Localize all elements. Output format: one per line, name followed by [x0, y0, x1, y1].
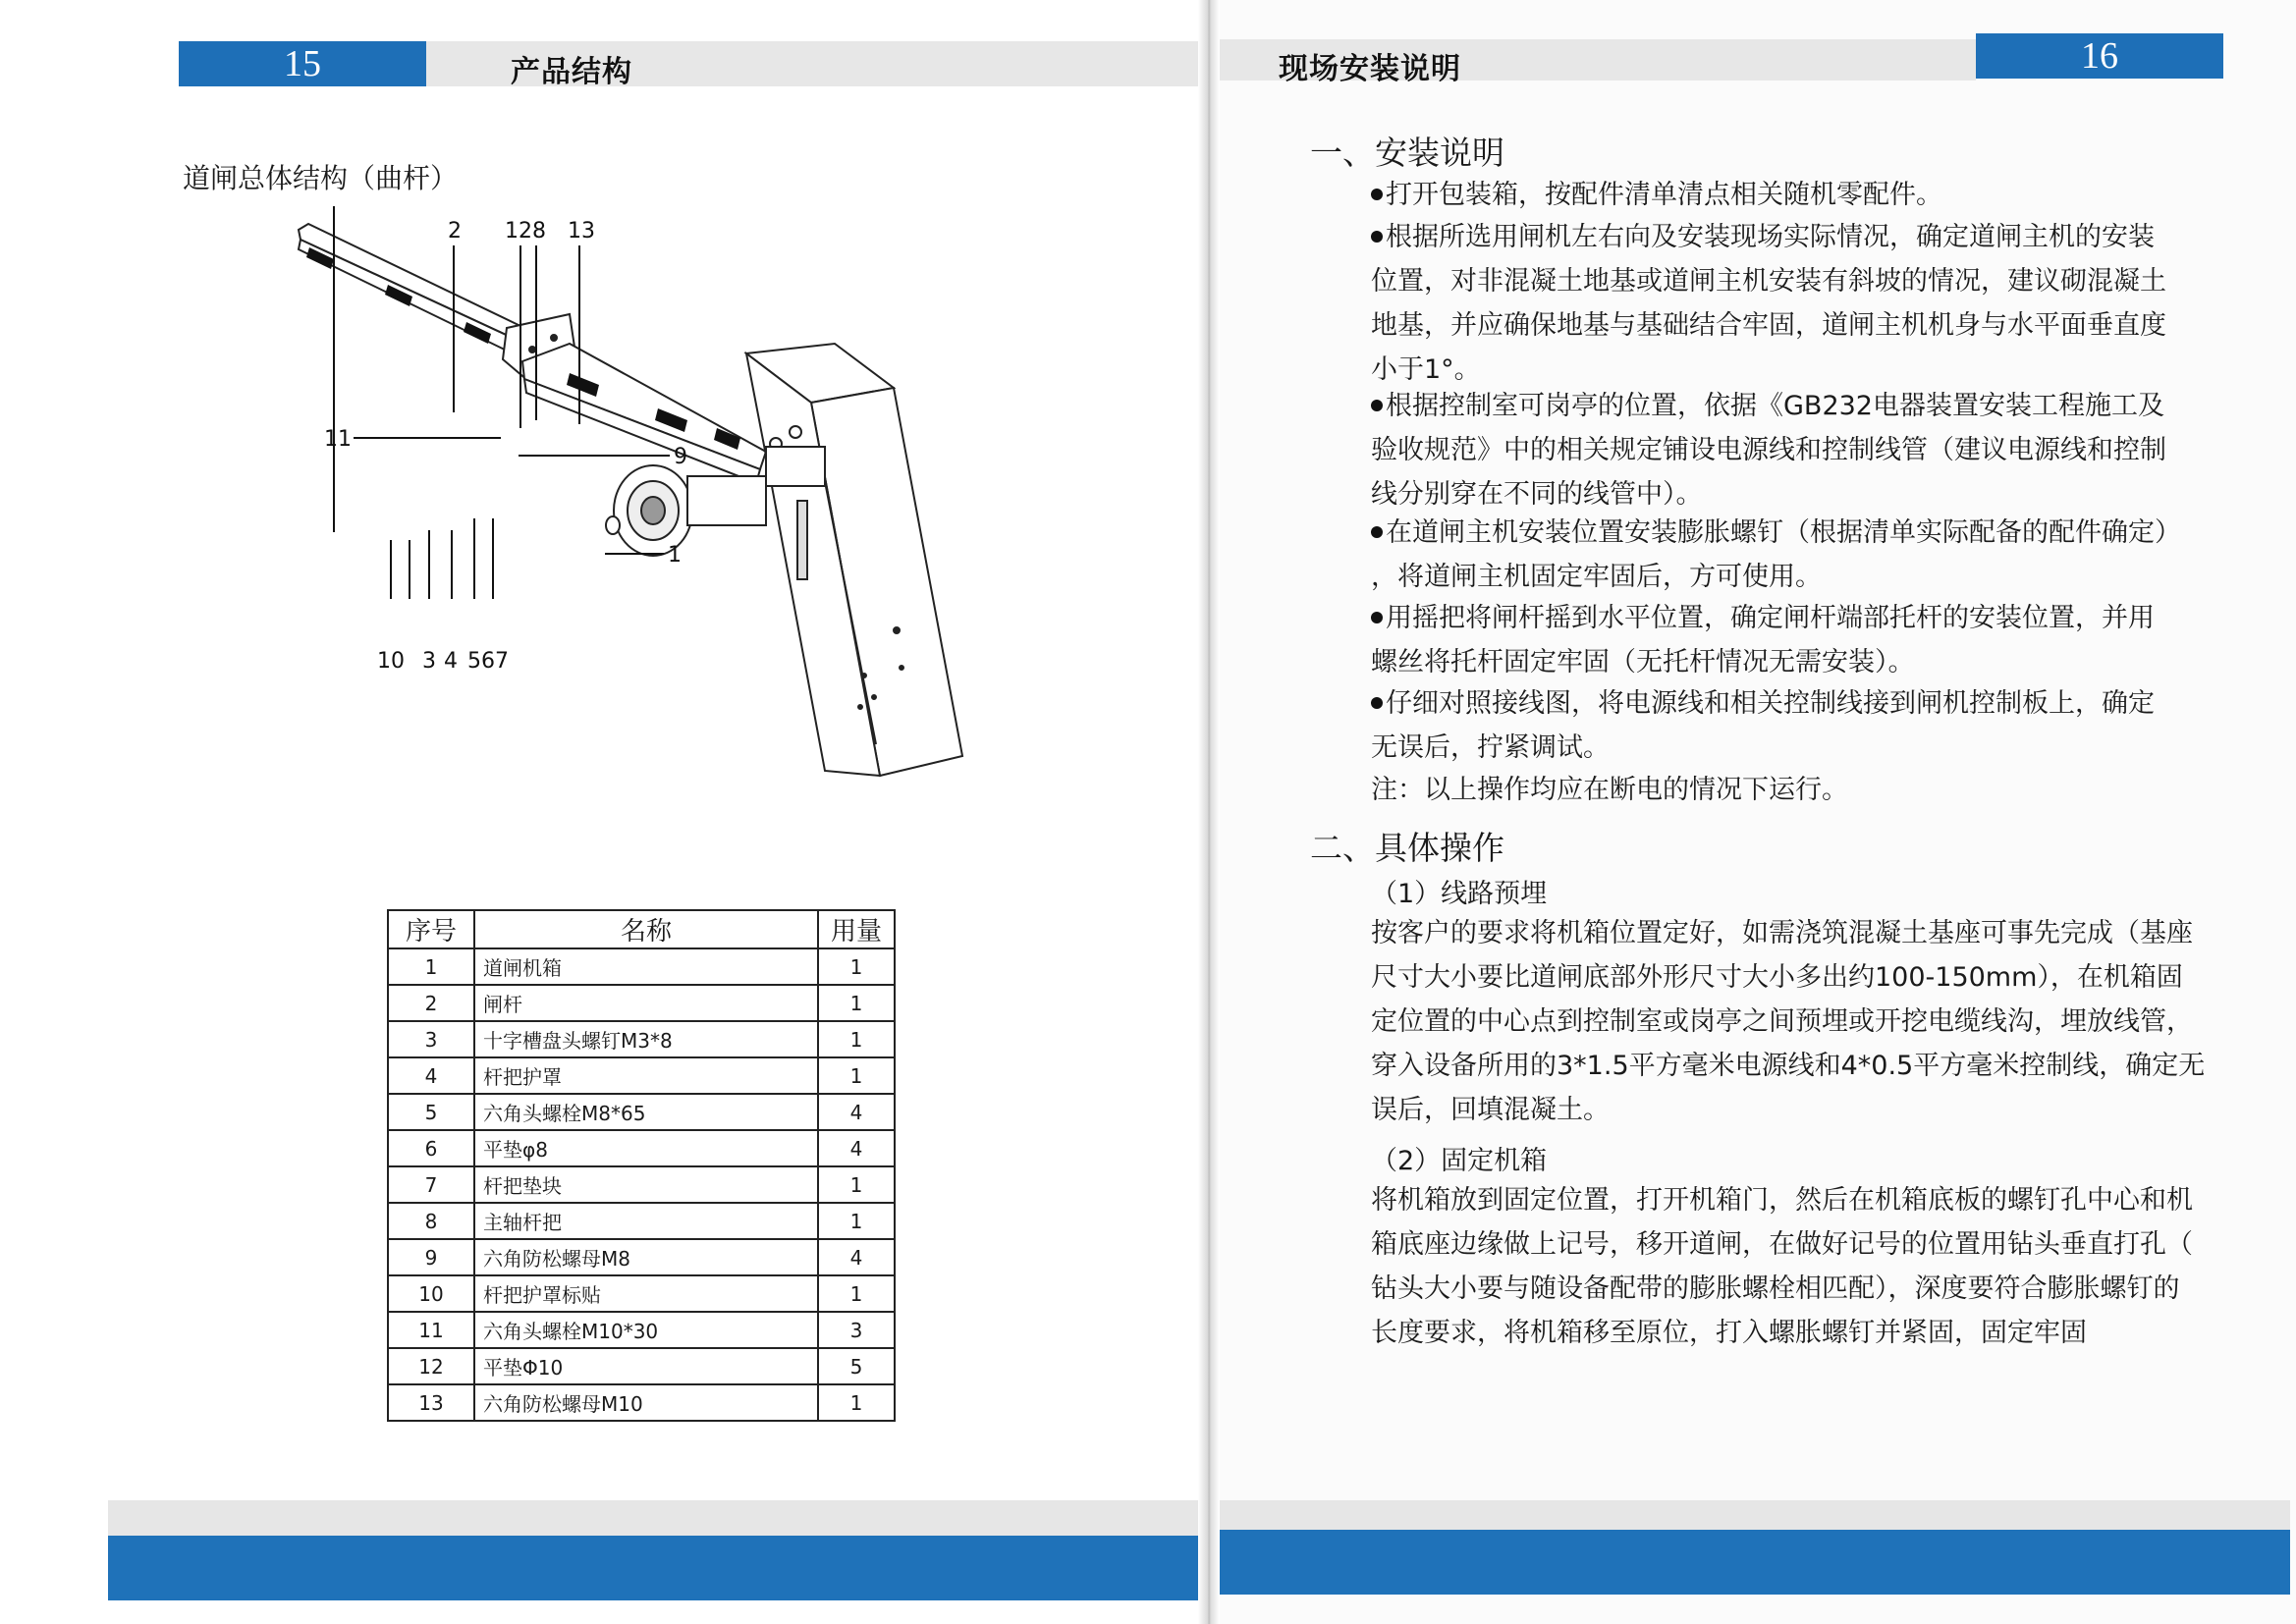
cell-name: 六角头螺栓M8*65: [474, 1094, 818, 1130]
note: 注：以上操作均应在断电的情况下运行。: [1371, 775, 1848, 805]
cell-no: 8: [388, 1203, 474, 1239]
callout-9: 9: [674, 445, 687, 469]
right-header-title: 现场安装说明: [1279, 52, 1461, 86]
callout-5: 5: [467, 649, 481, 674]
para-line: 将机箱放到固定位置，打开机箱门，然后在机箱底板的螺钉孔中心和机: [1371, 1185, 2193, 1216]
para-line: 误后，回填混凝土。: [1371, 1095, 1610, 1125]
cell-qty: 1: [818, 1057, 895, 1094]
bullet-line: 根据控制室可岗亭的位置，依据《GB232电器装置安装工程施工及: [1386, 391, 2164, 421]
table-row: [388, 1094, 895, 1130]
bullet-line: 线分别穿在不同的线管中）。: [1371, 479, 1703, 510]
cell-qty: 1: [818, 1275, 895, 1312]
cell-no: 6: [388, 1130, 474, 1166]
bullet-dot: [1371, 612, 1383, 623]
cell-qty: 4: [818, 1094, 895, 1130]
cell-no: 1: [388, 948, 474, 985]
cell-qty: 1: [818, 985, 895, 1021]
bullet-line: 小于1°。: [1371, 354, 1481, 385]
sub2-paragraph: [1371, 1178, 2225, 1355]
para-line: 穿入设备所用的3*1.5平方毫米电源线和4*0.5平方毫米控制线，确定无: [1371, 1051, 2206, 1081]
table-row: [388, 1239, 895, 1275]
callout-13: 13: [568, 219, 595, 244]
bullet-item: [1371, 173, 2235, 217]
cell-no: 12: [388, 1348, 474, 1384]
para-line: 尺寸大小要比道闸底部外形尺寸大小多出约100-150mm），在机箱固: [1371, 962, 2183, 993]
bullet-dot: [1371, 697, 1383, 709]
callout-4: 4: [444, 649, 458, 674]
barrier-gate-diagram: [275, 206, 1041, 874]
cell-name: 六角防松螺母M10: [474, 1384, 818, 1421]
lower-boom: [522, 344, 766, 483]
table-row: [388, 1275, 895, 1312]
sub1-title: （1）线路预埋: [1371, 879, 1548, 909]
callout-12: 12: [505, 219, 532, 244]
bullet-item: [1371, 681, 2235, 770]
callout-2: 2: [448, 219, 462, 244]
bullet-line: 螺丝将托杆固定牢固（无托杆情况无需安装）。: [1371, 647, 1915, 677]
cell-no: 9: [388, 1239, 474, 1275]
bullet-line: 地基，并应确保地基与基础结合牢固，道闸主机机身与水平面垂直度: [1371, 310, 2166, 341]
parts-table: [387, 909, 896, 1422]
left-page-number: 15: [179, 41, 426, 86]
book-gutter: [1198, 0, 1220, 1624]
cell-name: 主轴杆把: [474, 1203, 818, 1239]
cell-qty: 1: [818, 948, 895, 985]
para-line: 按客户的要求将机箱位置定好，如需浇筑混凝土基座可事先完成（基座: [1371, 918, 2193, 948]
bullet-dot: [1371, 231, 1383, 243]
left-footer-bar: [108, 1536, 1198, 1600]
cell-no: 13: [388, 1384, 474, 1421]
table-header-row: [388, 910, 895, 948]
table-row: [388, 1057, 895, 1094]
cell-no: 4: [388, 1057, 474, 1094]
bullet-line: 位置，对非混凝土地基或道闸主机安装有斜坡的情况，建议砌混凝土: [1371, 266, 2166, 297]
para-line: 长度要求，将机箱移至原位，打入螺胀螺钉并紧固，固定牢固: [1371, 1318, 2087, 1348]
bullet-item: [1371, 384, 2235, 516]
callout-7: 7: [495, 649, 509, 674]
table-row: [388, 1021, 895, 1057]
callout-11: 11: [324, 427, 352, 452]
header-qty: 用量: [818, 910, 895, 948]
para-line: 箱底座边缘做上记号，移开道闸，在做好记号的位置用钻头垂直打孔（: [1371, 1229, 2193, 1260]
header-no: 序号: [388, 910, 474, 948]
sub1-paragraph: [1371, 911, 2225, 1132]
header-name: 名称: [474, 910, 818, 948]
cell-qty: 3: [818, 1312, 895, 1348]
cell-name: 平垫φ8: [474, 1130, 818, 1166]
cell-no: 7: [388, 1166, 474, 1203]
cell-name: 闸杆: [474, 985, 818, 1021]
bullet-item: [1371, 596, 2235, 684]
cell-qty: 4: [818, 1130, 895, 1166]
cell-no: 5: [388, 1094, 474, 1130]
table-row: [388, 1384, 895, 1421]
bullet-dot: [1371, 526, 1383, 538]
diagram-caption: 道闸总体结构（曲杆）: [183, 162, 459, 194]
bullet-line: 打开包装箱，按配件清单清点相关随机零配件。: [1386, 180, 1942, 210]
cell-name: 杆把垫块: [474, 1166, 818, 1203]
cell-qty: 5: [818, 1348, 895, 1384]
table-row: [388, 1312, 895, 1348]
para-line: 定位置的中心点到控制室或岗亭之间预埋或开挖电缆线沟，埋放线管，: [1371, 1006, 2193, 1037]
cell-name: 道闸机箱: [474, 948, 818, 985]
bullet-dot: [1371, 189, 1383, 200]
cell-no: 2: [388, 985, 474, 1021]
left-footer-strip: [108, 1500, 1198, 1536]
bullet-dot: [1371, 400, 1383, 411]
table-row: [388, 1203, 895, 1239]
callout-6: 6: [481, 649, 495, 674]
cell-name: 杆把护罩: [474, 1057, 818, 1094]
right-page-number: 16: [1976, 33, 2223, 79]
callout-10: 10: [377, 649, 405, 674]
bullet-item: [1371, 215, 2235, 392]
para-line: 钻头大小要与随设备配带的膨胀螺栓相匹配），深度要符合膨胀螺钉的: [1371, 1273, 2180, 1304]
right-footer-bar: [1220, 1530, 2290, 1595]
bullet-line: 在道闸主机安装位置安装膨胀螺钉（根据清单实际配备的配件确定）: [1386, 517, 2181, 548]
table-row: [388, 1348, 895, 1384]
bullet-line: 用摇把将闸杆摇到水平位置，确定闸杆端部托杆的安装位置，并用: [1386, 603, 2155, 633]
cell-name: 六角防松螺母M8: [474, 1239, 818, 1275]
bullet-line: 无误后，拧紧调试。: [1371, 732, 1610, 763]
callout-1: 1: [668, 543, 682, 568]
bullet-line: 仔细对照接线图，将电源线和相关控制线接到闸机控制板上，确定: [1386, 688, 2155, 719]
gate-cabinet: [746, 344, 962, 776]
table-row: [388, 1166, 895, 1203]
cell-name: 杆把护罩标贴: [474, 1275, 818, 1312]
table-row: [388, 985, 895, 1021]
section2-title: 二、具体操作: [1310, 829, 1504, 867]
bullet-line: 根据所选用闸机左右向及安装现场实际情况，确定道闸主机的安装: [1386, 222, 2155, 252]
bullet-line: ，将道闸主机固定牢固后，方可使用。: [1371, 562, 1822, 592]
cell-qty: 1: [818, 1166, 895, 1203]
right-footer-strip: [1220, 1500, 2290, 1530]
cell-qty: 1: [818, 1384, 895, 1421]
cell-name: 平垫Φ10: [474, 1348, 818, 1384]
table-row: [388, 1130, 895, 1166]
bullet-item: [1371, 511, 2235, 599]
sub2-title: （2）固定机箱: [1371, 1146, 1548, 1176]
cell-qty: 1: [818, 1203, 895, 1239]
cell-name: 十字槽盘头螺钉M3*8: [474, 1021, 818, 1057]
cell-qty: 4: [818, 1239, 895, 1275]
bullet-line: 验收规范》中的相关规定铺设电源线和控制线管（建议电源线和控制: [1371, 435, 2166, 465]
callout-8: 8: [532, 219, 546, 244]
table-row: [388, 948, 895, 985]
callout-3: 3: [422, 649, 436, 674]
cell-no: 11: [388, 1312, 474, 1348]
left-header-title: 产品结构: [511, 55, 632, 89]
cell-no: 3: [388, 1021, 474, 1057]
cell-name: 六角头螺栓M10*30: [474, 1312, 818, 1348]
section1-title: 一、安装说明: [1310, 134, 1504, 172]
cell-qty: 1: [818, 1021, 895, 1057]
cell-no: 10: [388, 1275, 474, 1312]
